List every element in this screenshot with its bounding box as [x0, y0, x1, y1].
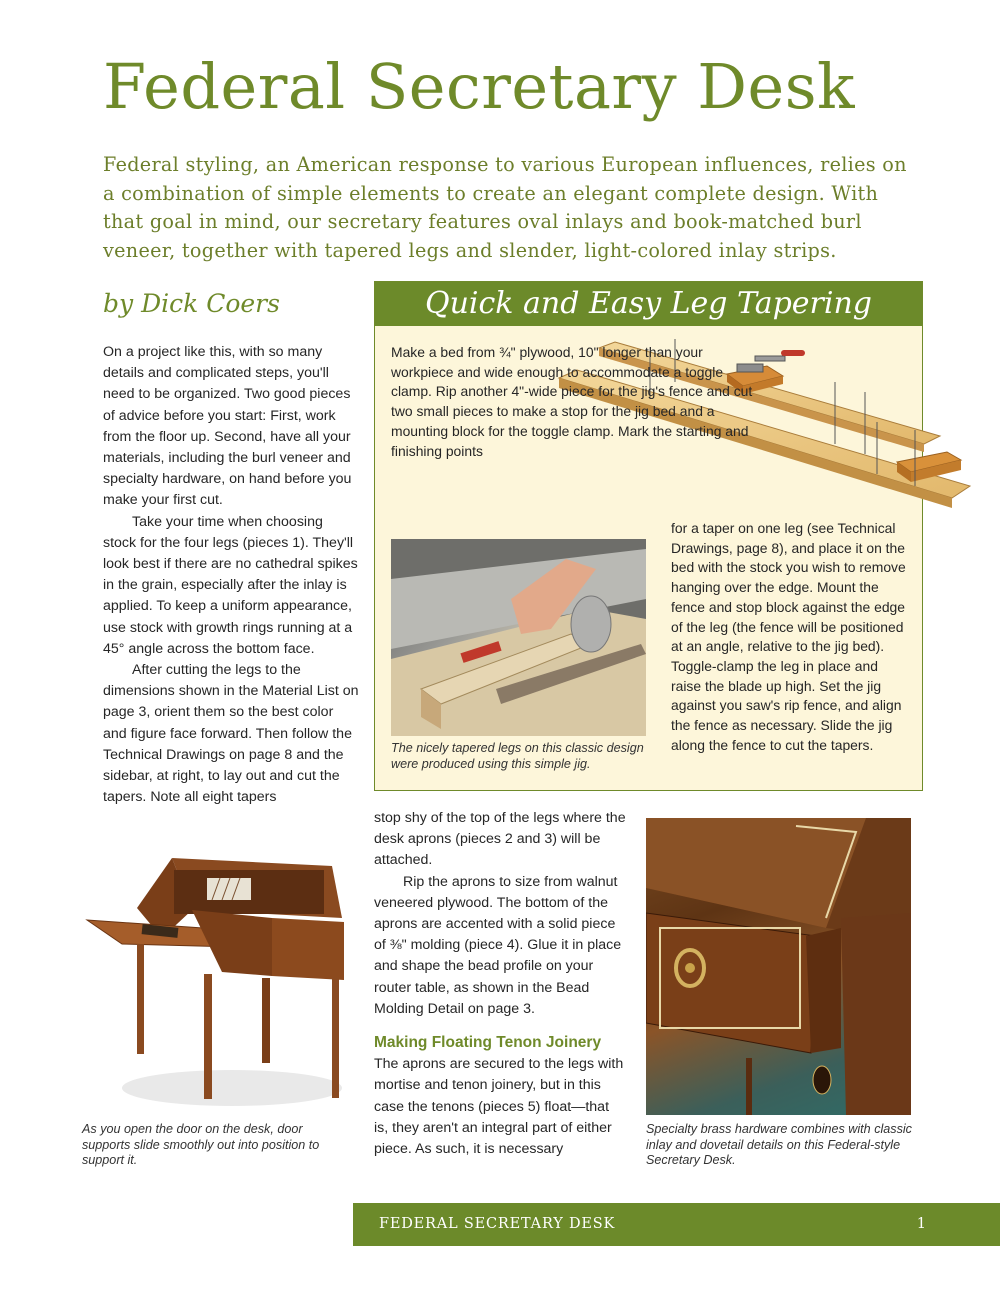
- hardware-photo-caption: Specialty brass hardware combines with classic inlay and dovetail details on this Federal-style Secretary Desk.: [646, 1122, 912, 1167]
- sidebar-text-1: Make a bed from ¾" plywood, 10" longer than your workpiece and wide enough to accommodate a toggle clamp. Rip another 4"-wide piece for the jig's fence and cut two small pieces to make a stop for the jig bed and a mounting block for the toggle clamp. Mark the starting and finishing points: [391, 344, 753, 459]
- paragraph: Rip the aprons to size from walnut veneered plywood. The bottom of the aprons are accented with a solid piece of ⅜" molding (piece 4). Glue it in place and shape the bead profile on your router table, as shown in the Bead Molding Detail on page 3.: [374, 873, 622, 1017]
- body-column-1: [103, 342, 359, 808]
- paragraph: On a project like this, with so many details and complicated steps, you'll need to be organized. Two good pieces of advice before you start: First, work from the floor up. Second, have all your materials, including the burl veneer and specialty hardware, on hand before you make your first cut.: [103, 344, 352, 509]
- intro-paragraph: Federal styling, an American response to various European influences, relies on a combination of simple elements to create an elegant complete design. With that goal in mind, our secretary features oval inlays and book-matched burl veneer, together with tapered legs and slender, light-colored inlay strips.: [103, 153, 907, 262]
- desk-photo-caption: As you open the door on the desk, door supports slide smoothly out into position to support it.: [82, 1122, 320, 1167]
- body-column-2: [374, 808, 626, 1160]
- page-number: 1: [916, 1216, 926, 1232]
- footer-title: FEDERAL SECRETARY DESK: [379, 1216, 616, 1232]
- paragraph: The aprons are secured to the legs with mortise and tenon joinery, but in this case the tenons (pieces 5) float—that is, they aren't an integral part of either piece. As such, it is necessary: [374, 1056, 624, 1158]
- page-footer: [353, 1203, 1000, 1246]
- byline: by Dick Coers: [103, 289, 280, 318]
- sidebar-photo-caption: The nicely tapered legs on this classic design were produced using this simple jig.: [391, 741, 644, 771]
- paragraph: Take your time when choosing stock for the four legs (pieces 1). They'll look best if there are no cathedral spikes in the grain, especially after the inlay is applied. To keep a uniform appearance, use stock with growth rings running at a 45° angle across the bottom face.: [103, 513, 358, 657]
- leg-tapering-sidebar: [374, 281, 923, 791]
- paragraph: stop shy of the top of the legs where the desk aprons (pieces 2 and 3) will be attached.: [374, 810, 626, 869]
- brass-hardware-photo: [646, 818, 911, 1115]
- sidebar-heading: Quick and Easy Leg Tapering: [375, 282, 922, 326]
- table-saw-jig-photo: [391, 539, 646, 736]
- sidebar-text-2: for a taper on one leg (see Technical Drawings, page 8), and place it on the bed with the stock you wish to remove hanging over the edge. Mount the fence and stop block against the edge of the leg (the fence will be positioned at an angle, relative to the jig bed). Toggle-clamp the leg in place and raise the blade up high. Set the jig against you saw's rip fence, and align the fence as necessary. Slide the jig along the fence to cut the tapers.: [671, 520, 906, 753]
- section-subhead: Making Floating Tenon Joinery: [374, 1034, 602, 1052]
- page-title: Federal Secretary Desk: [103, 50, 856, 123]
- paragraph: After cutting the legs to the dimensions shown in the Material List on page 3, orient them so the best color and figure face forward. Then follow the Technical Drawings on page 8 and the sidebar, at right, to lay out and cut the tapers. Note all eight tapers: [103, 662, 359, 806]
- secretary-desk-photo: [82, 848, 352, 1113]
